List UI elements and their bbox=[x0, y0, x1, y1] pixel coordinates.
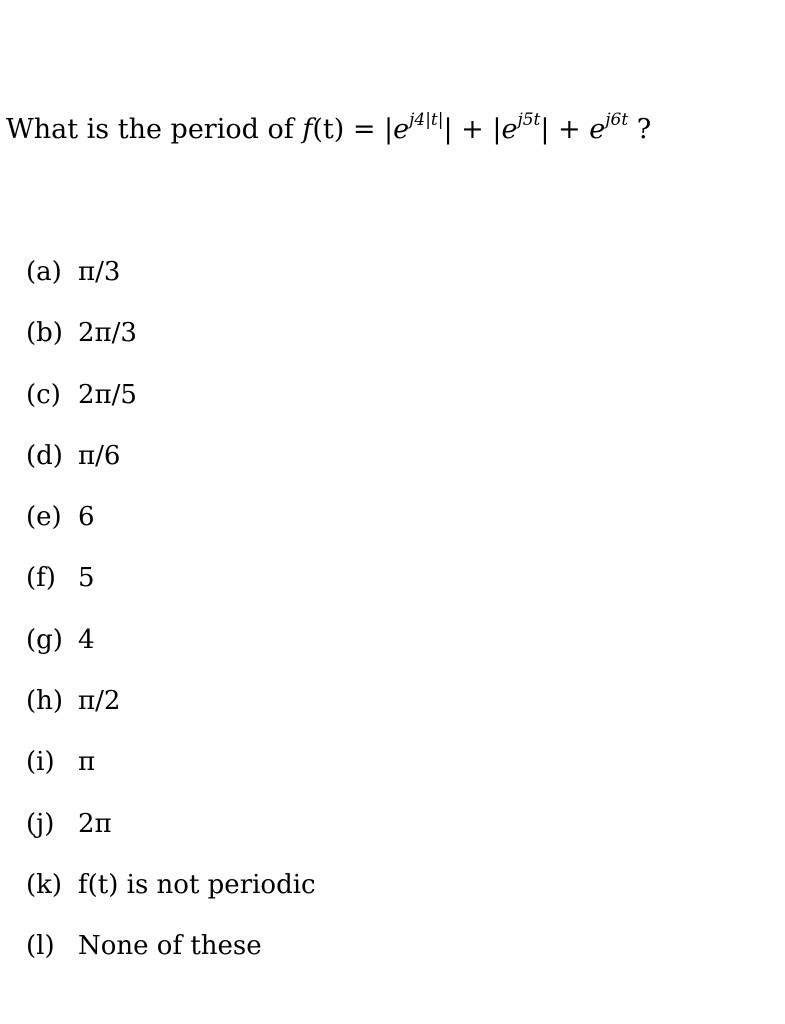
answer-option-a[interactable] bbox=[26, 250, 316, 311]
option-text: π bbox=[78, 747, 96, 778]
option-text: f(t) is not periodic bbox=[78, 869, 316, 900]
exponential-term-1-exponent: j4|t| bbox=[409, 110, 444, 130]
answer-option-b[interactable] bbox=[26, 311, 316, 372]
option-label: (d) bbox=[26, 440, 63, 471]
plus-separator-2: | + bbox=[540, 114, 590, 145]
option-label: (i) bbox=[26, 747, 55, 778]
exponential-term-3-exponent: j6t bbox=[605, 110, 629, 130]
option-text: π/6 bbox=[78, 440, 121, 471]
option-label: (b) bbox=[26, 318, 63, 349]
question-prefix: What is the period of bbox=[6, 114, 303, 145]
option-text: 2π/5 bbox=[78, 379, 137, 410]
answer-option-e[interactable] bbox=[26, 495, 316, 556]
question-text bbox=[6, 110, 651, 150]
answer-option-l[interactable] bbox=[26, 924, 316, 985]
answer-option-d[interactable] bbox=[26, 434, 316, 495]
option-text: π/2 bbox=[78, 686, 121, 717]
option-label: (g) bbox=[26, 624, 63, 655]
exponential-term-2-base: e bbox=[501, 114, 518, 145]
option-label: (e) bbox=[26, 502, 62, 533]
option-text: None of these bbox=[78, 931, 262, 962]
option-label: (h) bbox=[26, 686, 64, 717]
answer-option-k[interactable] bbox=[26, 863, 316, 924]
plus-separator-1: | + | bbox=[443, 114, 502, 145]
exponential-term-1-base: e bbox=[393, 114, 410, 145]
option-label: (a) bbox=[26, 257, 62, 287]
question-mark: ? bbox=[628, 114, 652, 145]
function-argument: (t) bbox=[312, 114, 345, 145]
option-label: (c) bbox=[26, 379, 61, 410]
option-text: 6 bbox=[78, 502, 95, 533]
option-text: 2π bbox=[78, 808, 112, 839]
answer-option-g[interactable] bbox=[26, 618, 316, 679]
answer-option-c[interactable] bbox=[26, 373, 316, 434]
answer-option-i[interactable] bbox=[26, 740, 316, 801]
option-label: (f) bbox=[26, 563, 56, 594]
option-label: (j) bbox=[26, 808, 55, 839]
answer-option-f[interactable] bbox=[26, 556, 316, 617]
function-name: f bbox=[302, 114, 313, 145]
option-label: (k) bbox=[26, 869, 63, 900]
option-text: 5 bbox=[78, 563, 95, 594]
option-text: 4 bbox=[78, 624, 95, 655]
exponential-term-2-exponent: j5t bbox=[517, 110, 541, 130]
option-text: π/3 bbox=[78, 257, 121, 287]
equals-sign: = | bbox=[344, 114, 394, 145]
option-text: 2π/3 bbox=[78, 318, 137, 349]
answer-option-j[interactable] bbox=[26, 802, 316, 863]
answer-options-list bbox=[26, 250, 316, 986]
exponential-term-3-base: e bbox=[589, 114, 606, 145]
answer-option-h[interactable] bbox=[26, 679, 316, 740]
option-label: (l) bbox=[26, 931, 55, 962]
